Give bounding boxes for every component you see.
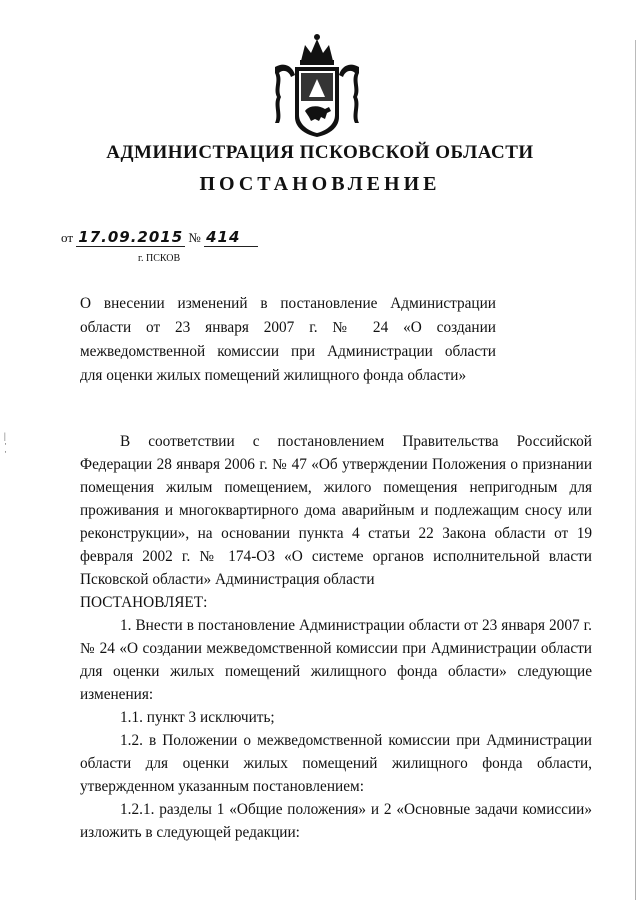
item-1-2-1: 1.2.1. разделы 1 «Общие положения» и 2 «Основные задачи комиссии» изложить в следующей редакции: <box>80 801 592 841</box>
date-number-line <box>61 228 258 246</box>
number-sign: № <box>188 230 201 245</box>
subject-line: О внесении изменений в постановление Администрации <box>80 295 496 312</box>
date-prefix: от <box>61 230 74 245</box>
subject-line: межведомственной комиссии при Администрации области <box>80 343 496 360</box>
city-label: г. ПСКОВ <box>138 253 181 264</box>
organization-title: АДМИНИСТРАЦИЯ ПСКОВСКОЙ ОБЛАСТИ <box>106 142 534 163</box>
date-value: 17.09.2015 <box>78 228 184 246</box>
item-1: 1. Внести в постановление Администрации области от 23 января 2007 г. № 24 «О создании межведомственной комиссии при Администрации области для оценки жилых помещений жилищного фонда области» следующие изменения: <box>80 617 592 703</box>
resolves-label: ПОСТАНОВЛЯЕТ: <box>80 594 208 611</box>
subject-line: области от 23 января 2007 г. № 24 «О создании <box>80 319 496 336</box>
pskov-coat-of-arms-icon <box>271 31 363 139</box>
item-1-2: 1.2. в Положении о межведомственной комиссии при Администрации области для оценки жилых помещений жилищного фонда области, утвержденном указанным постановлением: <box>80 732 592 795</box>
subject-line: для оценки жилых помещений жилищного фонда области» <box>80 367 467 384</box>
document-subject <box>80 292 496 388</box>
preamble-paragraph: В соответствии с постановлением Правительства Российской Федерации 28 января 2006 г. № 47 «Об утверждении Положения о признании помещения жилым помещением, жилого помещения непригодным для проживания и многоквартирного дома аварийным и подлежащим сносу или реконструкции», на основании пункта 4 статьи 22 Закона области от 19 февраля 2002 г. № 174-ОЗ «О системе органов исполнительной власти Псковской области» Администрация области <box>80 433 592 588</box>
number-value: 414 <box>204 228 258 247</box>
margin-mark: | · · <box>4 431 7 457</box>
scan-edge <box>635 40 636 900</box>
document-type: ПОСТАНОВЛЕНИЕ <box>199 173 441 195</box>
document-body <box>80 430 592 844</box>
item-1-1: 1.1. пункт 3 исключить; <box>120 709 275 726</box>
